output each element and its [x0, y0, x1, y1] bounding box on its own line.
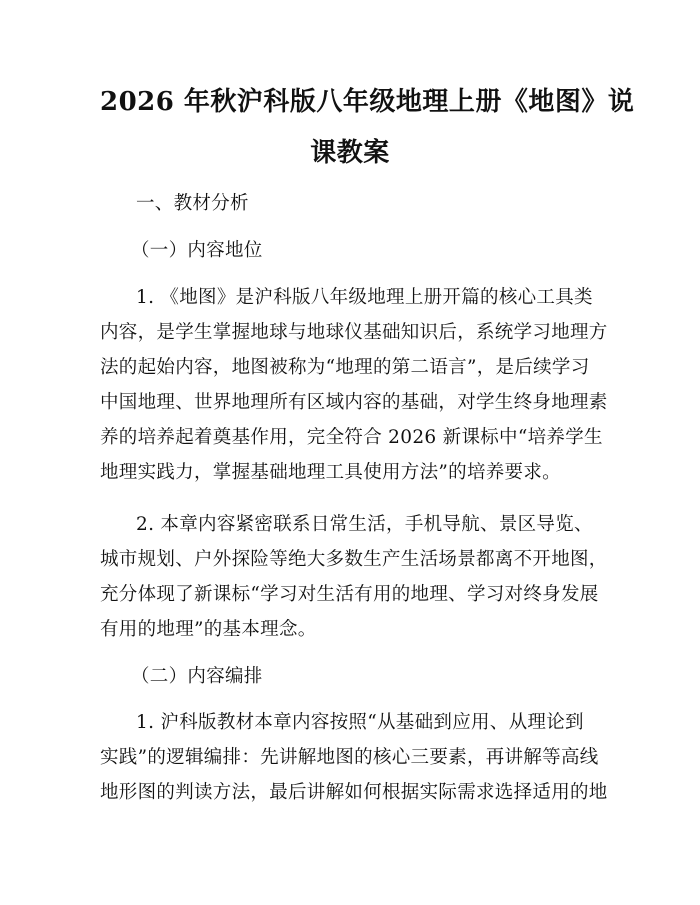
paragraph-line: 中国地理、世界地理所有区域内容的基础，对学生终身地理素	[100, 392, 608, 413]
section-heading-textbook-analysis: 一、教材分析	[136, 193, 249, 214]
subsection-heading-content-arrangement: （二）内容编排	[131, 666, 263, 687]
paragraph-line: 实践”的逻辑编排：先讲解地图的核心三要素，再讲解等高线	[100, 747, 599, 768]
paragraph-line: 地形图的判读方法，最后讲解如何根据实际需求选择适用的地	[100, 782, 608, 803]
paragraph-line: 有用的地理”的基本理念。	[100, 619, 317, 640]
paragraph-line: 法的起始内容，地图被称为“地理的第二语言”，是后续学习	[100, 357, 590, 378]
subsection-heading-content-position: （一）内容地位	[131, 240, 263, 261]
paragraph-line: 充分体现了新课标“学习对生活有用的地理、学习对终身发展	[100, 584, 599, 605]
document-title-line-1: 2026 年秋沪科版八年级地理上册《地图》说	[100, 87, 635, 117]
paragraph-line: 1. 《地图》是沪科版八年级地理上册开篇的核心工具类	[136, 287, 593, 308]
paragraph-line: 内容，是学生掌握地球与地球仪基础知识后，系统学习地理方	[100, 322, 608, 343]
paragraph-line: 养的培养起着奠基作用，完全符合 2026 新课标中“培养学生	[100, 427, 603, 448]
document-title-line-2: 课教案	[310, 138, 390, 168]
paragraph-line: 城市规划、户外探险等绝大多数生产生活场景都离不开地图，	[100, 549, 608, 570]
paragraph-line: 2. 本章内容紧密联系日常生活，手机导航、景区导览、	[136, 514, 593, 535]
paragraph-line: 1. 沪科版教材本章内容按照“从基础到应用、从理论到	[136, 712, 584, 733]
paragraph-line: 地理实践力，掌握基础地理工具使用方法”的培养要求。	[100, 462, 561, 483]
